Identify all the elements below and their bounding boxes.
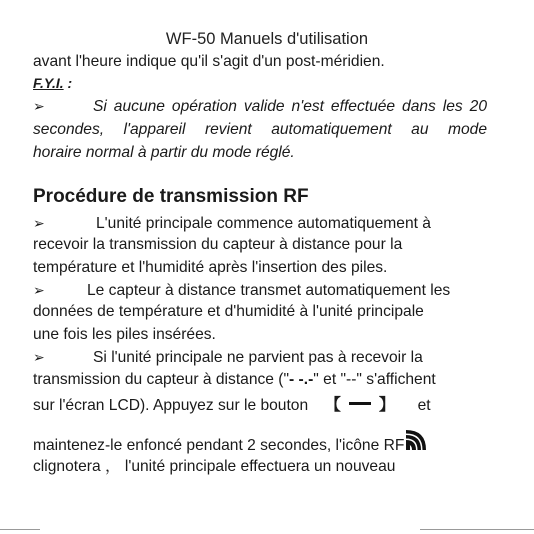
note-line-3: horaire normal à partir du mode réglé. — [33, 144, 295, 161]
bullet-3-line-4: maintenez-le enfoncé pendant 2 secondes, l'icône RF — [33, 430, 487, 458]
bullet-3-line-3: sur l'écran LCD). Appuyez sur le bouton 【 】 et — [33, 397, 431, 414]
arrow-bullet-icon: ➢ — [33, 98, 45, 114]
bracket-close: 】 — [378, 397, 395, 414]
arrow-bullet-icon: ➢ — [33, 349, 45, 365]
bullet-1-line-3: température et l'humidité après l'insertion des piles. — [33, 259, 388, 276]
no-signal-code: - -.- — [289, 371, 314, 388]
arrow-bullet-icon: ➢ — [33, 282, 45, 298]
bullet-2-line-1: ➢ Le capteur à distance transmet automatiquement les — [33, 282, 451, 299]
arrow-bullet-icon: ➢ — [33, 215, 45, 231]
section-heading: Procédure de transmission RF — [33, 186, 309, 207]
page-header: WF-50 Manuels d'utilisation — [165, 30, 369, 48]
note-line-2: secondes, l'appareil revient automatiquement au mode — [33, 121, 487, 138]
dash-button-icon — [349, 402, 371, 405]
intro-line: avant l'heure indique qu'il s'agit d'un post-méridien. — [33, 53, 385, 70]
bullet-3-line-1: ➢ Si l'unité principale ne parvient pas à recevoir la — [33, 349, 423, 366]
bullet-3-line-5: clignotera ， l'unité principale effectuera un nouveau — [33, 458, 396, 475]
fyi-line — [33, 73, 487, 94]
bullet-2-line-3: une fois les piles insérées. — [33, 326, 216, 343]
bullet-3-line-2: transmission du capteur à distance ("- -.-" et "--" s'affichent — [33, 371, 436, 388]
bullet-2-line-2: données de température et d'humidité à l'unité principale — [33, 303, 424, 320]
bracket-open: 【 — [324, 397, 341, 414]
bullet-1-line-2: recevoir la transmission du capteur à distance pour la — [33, 236, 403, 253]
note-line-1: ➢ Si aucune opération valide n'est effectuée dans les 20 — [33, 98, 487, 115]
fyi-label: F.Y.I. — [33, 75, 64, 91]
bullet-1-line-1: ➢ L'unité principale commence automatiquement à — [33, 215, 431, 232]
footer-rule-right — [420, 529, 534, 530]
rf-signal-icon — [404, 430, 430, 458]
footer-rule-left — [0, 529, 40, 530]
fyi-colon: : — [63, 75, 73, 91]
